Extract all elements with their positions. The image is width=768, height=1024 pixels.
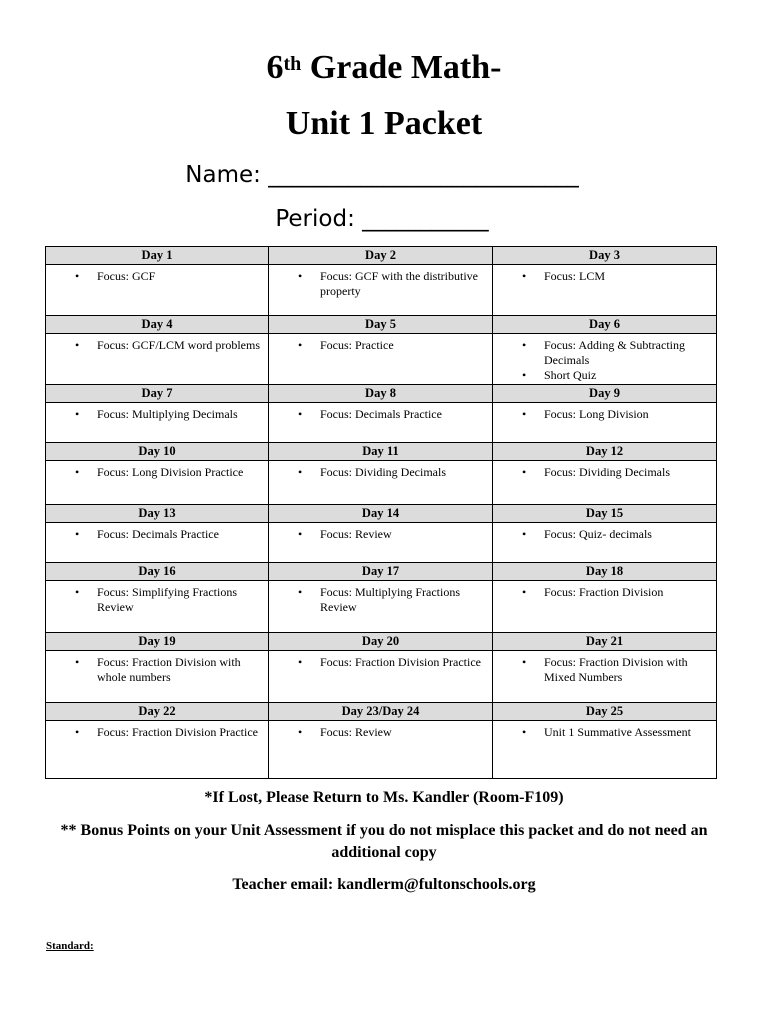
bonus-notice: ** Bonus Points on your Unit Assessment if you do not misplace this packet and do not need an additional copy — [60, 822, 708, 861]
day-focus-cell — [46, 265, 269, 316]
focus-list — [46, 651, 268, 685]
focus-item: • Focus: Decimals Practice — [97, 527, 262, 542]
day-header: Day 23/Day 24 — [269, 703, 493, 721]
focus-item: • Focus: Long Division Practice — [97, 465, 262, 480]
day-header: Day 12 — [493, 443, 717, 461]
day-focus-cell — [493, 265, 717, 316]
day-focus-cell — [269, 523, 493, 563]
day-focus-cell — [46, 461, 269, 505]
focus-item: • Focus: LCM — [544, 269, 710, 284]
day-header-row — [46, 563, 717, 581]
day-header: Day 11 — [269, 443, 493, 461]
focus-list — [46, 461, 268, 480]
day-focus-cell — [269, 721, 493, 779]
day-header: Day 21 — [493, 633, 717, 651]
focus-list — [493, 581, 716, 600]
focus-list — [269, 403, 492, 422]
focus-list — [269, 651, 492, 670]
day-focus-row — [46, 265, 717, 316]
day-focus-cell — [269, 403, 493, 443]
lost-notice: *If Lost, Please Return to Ms. Kandler (Room-F109) — [204, 789, 564, 806]
day-focus-cell — [493, 651, 717, 703]
focus-list — [493, 403, 716, 422]
day-header: Day 20 — [269, 633, 493, 651]
focus-item: • Focus: Fraction Division with whole numbers — [97, 655, 262, 685]
focus-list — [46, 334, 268, 353]
day-header: Day 2 — [269, 247, 493, 265]
page-subtitle: Unit 1 Packet — [285, 105, 483, 142]
focus-item: • Focus: Review — [320, 527, 486, 542]
focus-item: • Focus: Fraction Division with Mixed Numbers — [544, 655, 710, 685]
day-header: Day 18 — [493, 563, 717, 581]
day-focus-row — [46, 523, 717, 563]
day-focus-row — [46, 403, 717, 443]
focus-list — [269, 334, 492, 353]
day-header-row — [46, 385, 717, 403]
day-focus-row — [46, 461, 717, 505]
day-focus-cell — [269, 651, 493, 703]
focus-item: • Focus: Practice — [320, 338, 486, 353]
focus-item: • Focus: Simplifying Fractions Review — [97, 585, 262, 615]
standard-label: Standard: — [46, 940, 94, 952]
focus-list — [46, 581, 268, 615]
focus-list — [46, 265, 268, 284]
day-focus-cell — [269, 581, 493, 633]
focus-item: • Focus: Dividing Decimals — [320, 465, 486, 480]
day-focus-row — [46, 721, 717, 779]
day-header: Day 10 — [46, 443, 269, 461]
focus-item: • Focus: Multiplying Fractions Review — [320, 585, 486, 615]
focus-item: • Focus: GCF — [97, 269, 262, 284]
focus-item: • Focus: Dividing Decimals — [544, 465, 710, 480]
day-focus-cell — [493, 461, 717, 505]
day-header: Day 15 — [493, 505, 717, 523]
focus-item: • Focus: Review — [320, 725, 486, 740]
focus-list — [493, 651, 716, 685]
day-header: Day 14 — [269, 505, 493, 523]
day-header-row — [46, 703, 717, 721]
title-superscript: th — [283, 53, 302, 75]
focus-list — [46, 523, 268, 542]
day-header-row — [46, 633, 717, 651]
day-focus-cell — [46, 523, 269, 563]
day-header: Day 4 — [46, 316, 269, 334]
day-header-row — [46, 316, 717, 334]
focus-item: • Focus: Adding & Subtracting Decimals — [544, 338, 710, 368]
name-field: Name: ___________________________ — [185, 162, 579, 188]
focus-item: • Focus: GCF with the distributive property — [320, 269, 486, 299]
day-header: Day 22 — [46, 703, 269, 721]
day-header: Day 9 — [493, 385, 717, 403]
day-header: Day 3 — [493, 247, 717, 265]
focus-item: • Focus: GCF/LCM word problems — [97, 338, 262, 353]
schedule-table — [45, 246, 717, 779]
focus-list — [269, 721, 492, 740]
focus-list — [269, 523, 492, 542]
day-header: Day 17 — [269, 563, 493, 581]
day-focus-cell — [46, 403, 269, 443]
period-field: Period: ___________ — [275, 206, 489, 232]
focus-list — [269, 581, 492, 615]
day-header-row — [46, 505, 717, 523]
focus-list — [46, 403, 268, 422]
day-focus-cell — [46, 334, 269, 385]
focus-item: • Focus: Multiplying Decimals — [97, 407, 262, 422]
day-focus-cell — [493, 403, 717, 443]
day-focus-cell — [269, 461, 493, 505]
page-title: 6th Grade Math- — [266, 49, 502, 86]
focus-list — [493, 721, 716, 740]
day-focus-cell — [46, 651, 269, 703]
focus-item: • Focus: Decimals Practice — [320, 407, 486, 422]
focus-item: • Focus: Fraction Division Practice — [97, 725, 262, 740]
day-header: Day 5 — [269, 316, 493, 334]
focus-item: • Short Quiz — [544, 368, 710, 383]
focus-item: • Focus: Quiz- decimals — [544, 527, 710, 542]
day-header-row — [46, 443, 717, 461]
focus-item: • Focus: Fraction Division Practice — [320, 655, 486, 670]
day-header: Day 6 — [493, 316, 717, 334]
day-focus-cell — [493, 523, 717, 563]
day-focus-cell — [493, 334, 717, 385]
day-focus-cell — [46, 581, 269, 633]
day-focus-row — [46, 334, 717, 385]
day-header: Day 8 — [269, 385, 493, 403]
day-focus-cell — [46, 721, 269, 779]
day-header: Day 1 — [46, 247, 269, 265]
day-focus-cell — [269, 334, 493, 385]
focus-list — [493, 334, 716, 383]
focus-item: • Focus: Fraction Division — [544, 585, 710, 600]
day-header: Day 7 — [46, 385, 269, 403]
day-focus-cell — [493, 721, 717, 779]
focus-item: • Focus: Long Division — [544, 407, 710, 422]
day-header-row — [46, 247, 717, 265]
day-focus-row — [46, 581, 717, 633]
day-header: Day 19 — [46, 633, 269, 651]
day-focus-cell — [493, 581, 717, 633]
focus-list — [46, 721, 268, 740]
day-header: Day 25 — [493, 703, 717, 721]
day-header: Day 16 — [46, 563, 269, 581]
day-header: Day 13 — [46, 505, 269, 523]
focus-list — [493, 461, 716, 480]
focus-list — [269, 461, 492, 480]
focus-list — [493, 523, 716, 542]
teacher-email: Teacher email: kandlerm@fultonschools.org — [232, 876, 536, 893]
focus-list — [493, 265, 716, 284]
focus-item: • Unit 1 Summative Assessment — [544, 725, 710, 740]
focus-list — [269, 265, 492, 299]
day-focus-row — [46, 651, 717, 703]
day-focus-cell — [269, 265, 493, 316]
